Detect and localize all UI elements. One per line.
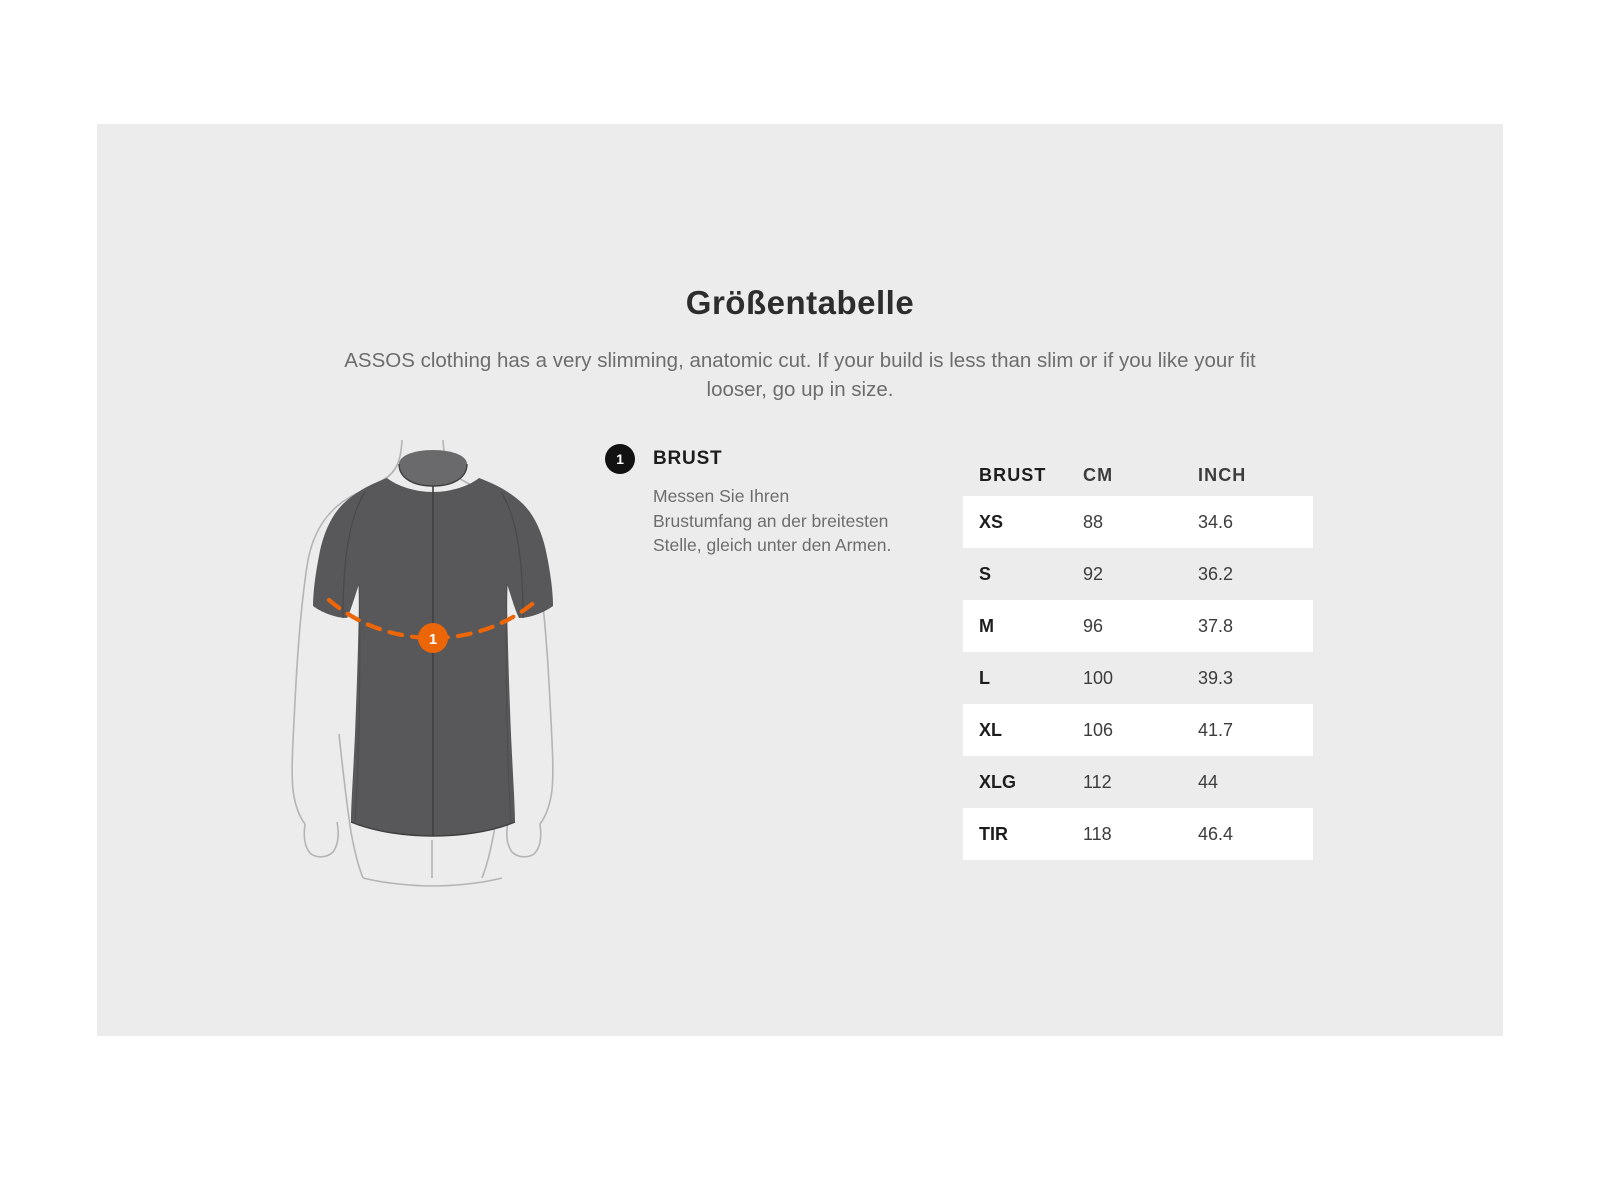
- size-chart-panel: [97, 124, 1503, 1036]
- cell-size: XL: [979, 719, 1003, 740]
- cell-size: TIR: [979, 823, 1008, 844]
- cell-inch: 36.2: [1198, 563, 1234, 584]
- cell-inch: 44: [1198, 771, 1219, 792]
- cell-cm: 92: [1083, 563, 1104, 584]
- cell-inch: 37.8: [1198, 615, 1234, 636]
- column-header-size: BRUST: [979, 464, 1047, 485]
- table-row: [963, 756, 1313, 808]
- table-row: [963, 496, 1313, 548]
- cell-inch: 41.7: [1198, 719, 1234, 740]
- cell-cm: 118: [1083, 823, 1112, 844]
- table-row: [963, 704, 1313, 756]
- cell-cm: 96: [1083, 615, 1104, 636]
- cell-cm: 106: [1083, 719, 1114, 740]
- table-header-row: [963, 454, 1313, 496]
- svg-text:1: 1: [428, 631, 438, 648]
- callout-badge: 1: [605, 444, 635, 474]
- table-row: [963, 548, 1313, 600]
- cell-size: XLG: [979, 771, 1017, 792]
- callout-heading: BRUST: [653, 448, 723, 469]
- callout-body: Messen Sie Ihren Brustumfang an der breitesten Stelle, gleich unter den Armen.: [653, 486, 892, 555]
- cell-size: S: [979, 563, 992, 584]
- cell-cm: 100: [1083, 667, 1114, 688]
- cell-inch: 39.3: [1198, 667, 1234, 688]
- cell-cm: 88: [1083, 511, 1104, 532]
- cell-size: L: [979, 667, 990, 688]
- cell-inch: 34.6: [1198, 511, 1234, 532]
- size-table: [963, 454, 1313, 860]
- column-header-inch: INCH: [1198, 464, 1247, 485]
- page-title: Größentabelle: [685, 284, 915, 321]
- page-subtitle: ASSOS clothing has a very slimming, anatomic cut. If your build is less than slim or if you like your fit looser, go up in size.: [344, 349, 1256, 401]
- table-row: [963, 652, 1313, 704]
- column-header-cm: CM: [1083, 464, 1114, 485]
- cell-size: M: [979, 615, 994, 636]
- cell-inch: 46.4: [1198, 823, 1234, 844]
- table-row: [963, 808, 1313, 860]
- table-row: [963, 600, 1313, 652]
- cell-size: XS: [979, 511, 1004, 532]
- torso-illustration: [247, 434, 617, 904]
- cell-cm: 112: [1083, 771, 1112, 792]
